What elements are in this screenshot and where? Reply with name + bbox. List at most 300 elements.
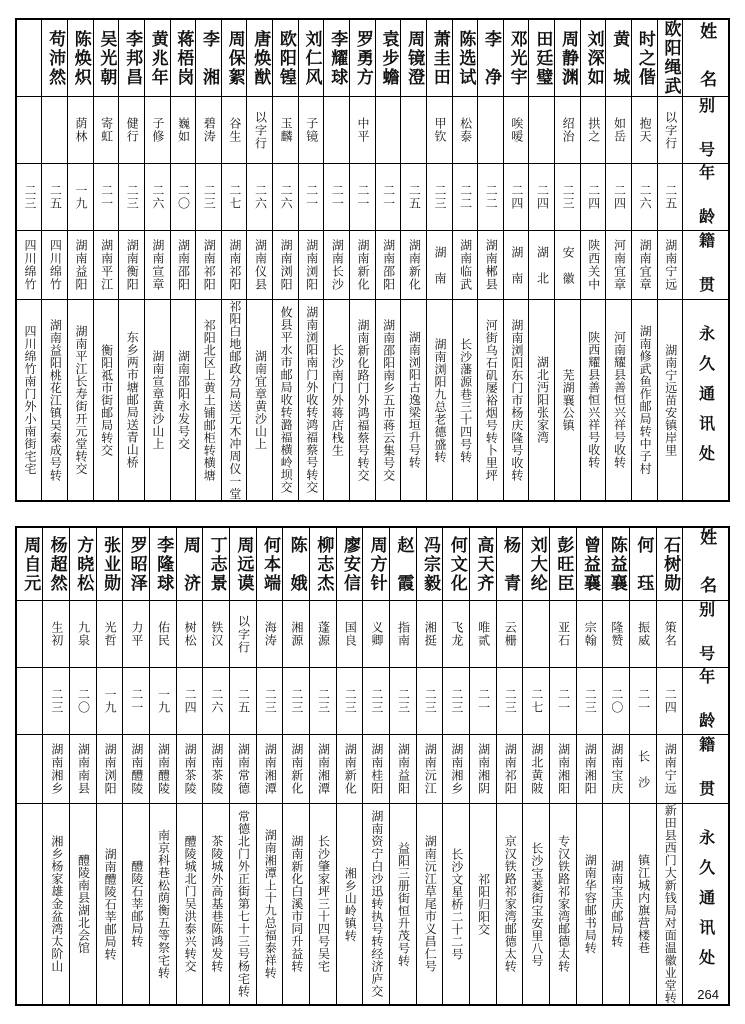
- cell-origin: [426, 231, 452, 300]
- cell-alias: [470, 601, 497, 668]
- cell-text: 湖南祁阳: [503, 743, 518, 795]
- cell-text: 李隆球: [153, 535, 174, 593]
- cell-text: 彭旺臣: [553, 535, 574, 593]
- cell-text: 湖南邵阳永发号交: [176, 350, 191, 450]
- cell-name: [123, 527, 150, 601]
- cell-origin: [363, 735, 390, 804]
- cell-origin: [43, 735, 70, 804]
- cell-alias: [43, 601, 70, 668]
- cell-age: [496, 668, 523, 735]
- cell-age: [550, 668, 577, 735]
- cell-text: 安 徽: [561, 245, 576, 285]
- cell-text: 萧圭田: [429, 29, 450, 87]
- cell-text: 湖南临武: [458, 239, 473, 291]
- cell-age: [529, 164, 555, 231]
- cell-text: 长沙肇家坪三十四号吴宅: [316, 835, 331, 973]
- cell-text: 湖南平江: [99, 239, 114, 291]
- cell-text: 湖南湘潭: [263, 743, 278, 795]
- cell-alias: [580, 97, 606, 164]
- cell-age: [203, 668, 230, 735]
- cell-text: 李耀球: [327, 29, 348, 87]
- cell-age: [43, 668, 70, 735]
- cell-origin: [170, 231, 196, 300]
- cell-text: 蓬源: [316, 621, 331, 647]
- cell-text: 二四: [663, 688, 678, 714]
- cell-age: [324, 164, 350, 231]
- cell-origin: [256, 735, 283, 804]
- cell-text: 四川绵竹: [22, 239, 37, 291]
- cell-age: [555, 164, 581, 231]
- cell-name: [503, 19, 529, 97]
- cell-age: [16, 668, 43, 735]
- cell-name: [529, 19, 555, 97]
- cell-text: 刘大纶: [526, 535, 547, 593]
- cell-origin: [416, 735, 443, 804]
- cell-alias: [16, 601, 43, 668]
- cell-address: [170, 300, 196, 502]
- cell-alias: [363, 601, 390, 668]
- cell-text: 二三: [202, 184, 217, 210]
- cell-age: [580, 164, 606, 231]
- cell-text: 吴光朝: [96, 29, 117, 87]
- cell-text: 陕西关中: [586, 239, 601, 291]
- cell-text: 河南宜章: [612, 239, 627, 291]
- cell-origin: [324, 231, 350, 300]
- cell-text: 二一: [304, 184, 319, 210]
- cell-address: [401, 300, 427, 502]
- cell-text: 二一: [556, 688, 571, 714]
- cell-alias: [443, 601, 470, 668]
- cell-text: 长沙藩源巷三十四号转: [458, 337, 473, 463]
- cell-text: 湖南南县: [76, 743, 91, 795]
- cell-alias: [390, 601, 417, 668]
- cell-origin: [390, 735, 417, 804]
- cell-age: [443, 668, 470, 735]
- cell-age: [221, 164, 247, 231]
- cell-text: 谷生: [227, 117, 242, 143]
- cell-address: [375, 300, 401, 502]
- cell-text: 如岳: [612, 117, 627, 143]
- cell-text: 生初: [49, 621, 64, 647]
- cell-address: [416, 804, 443, 1006]
- cell-text: 益阳三册街恒升茂号转: [396, 841, 411, 967]
- cell-text: 湖南益阳: [73, 239, 88, 291]
- header-origin: [683, 735, 729, 804]
- roster-row-origin: [16, 231, 729, 300]
- cell-alias: [496, 601, 523, 668]
- cell-age: [478, 164, 504, 231]
- cell-text: 湖南新化: [343, 743, 358, 795]
- cell-address: [43, 804, 70, 1006]
- cell-text: 湖南祁阳: [227, 239, 242, 291]
- cell-text: 湖南桂阳: [369, 743, 384, 795]
- cell-text: 南京科巷松荫衡五等祭宅转: [156, 829, 171, 979]
- roster-row-age: [16, 164, 729, 231]
- cell-address: [632, 300, 658, 502]
- cell-alias: [603, 601, 630, 668]
- cell-text: 邓光宇: [506, 29, 527, 87]
- cell-origin: [336, 735, 363, 804]
- cell-text: 二四: [183, 688, 198, 714]
- cell-address: [69, 804, 96, 1006]
- cell-origin: [298, 231, 324, 300]
- cell-text: 湖南邵阳南乡五市蒋云集号交: [381, 318, 396, 482]
- roster-row-alias: [16, 97, 729, 164]
- cell-text: 湖南湘潭: [316, 743, 331, 795]
- cell-text: 周方针: [366, 535, 387, 593]
- cell-text: 湘挺: [423, 621, 438, 647]
- cell-text: 李 湘: [198, 29, 219, 87]
- cell-text: 湖南浏阳南门外收转鸿福蔡号转交: [304, 306, 319, 494]
- cell-text: 湖南浏阳: [103, 743, 118, 795]
- cell-text: 攸县平水市邮局收转潞福横岭坝交: [279, 306, 294, 494]
- cell-text: 湖南平江长寿街开元堂转交: [73, 325, 88, 475]
- cell-age: [170, 164, 196, 231]
- cell-address: [247, 300, 273, 502]
- cell-name: [416, 527, 443, 601]
- cell-text: 湖南长沙: [330, 239, 345, 291]
- cell-address: [478, 300, 504, 502]
- cell-text: 湖 南: [509, 245, 524, 285]
- cell-name: [43, 527, 70, 601]
- roster-row-origin: [16, 735, 729, 804]
- cell-text: 长沙宝菱街宝安里八号: [529, 841, 544, 967]
- cell-age: [149, 668, 176, 735]
- cell-address: [503, 300, 529, 502]
- cell-alias: [401, 97, 427, 164]
- cell-text: 祁阳归阳交: [476, 872, 491, 936]
- cell-name: [363, 527, 390, 601]
- cell-text: 醴陵南县湖北会馆: [76, 854, 91, 954]
- cell-age: [69, 668, 96, 735]
- cell-address: [144, 300, 170, 502]
- cell-text: 湖南浏阳: [304, 239, 319, 291]
- cell-text: 二三: [316, 688, 331, 714]
- cell-age: [309, 668, 336, 735]
- cell-text: 柳志杰: [313, 535, 334, 593]
- cell-text: 二四: [586, 184, 601, 210]
- cell-text: 唉嗳: [509, 117, 524, 143]
- cell-text: 唐焕猷: [250, 29, 271, 87]
- cell-address: [350, 300, 376, 502]
- cell-origin: [443, 735, 470, 804]
- cell-origin: [119, 231, 145, 300]
- table-separator: [14, 502, 731, 526]
- cell-address: [580, 300, 606, 502]
- cell-text: 二三: [343, 688, 358, 714]
- cell-text: 二三: [583, 688, 598, 714]
- cell-text: 李邦昌: [122, 29, 143, 87]
- cell-name: [149, 527, 176, 601]
- cell-text: 一九: [73, 184, 88, 210]
- cell-text: 二一: [99, 184, 114, 210]
- cell-age: [42, 164, 68, 231]
- cell-origin: [350, 231, 376, 300]
- cell-text: 黄 城: [609, 29, 630, 87]
- cell-alias: [273, 97, 299, 164]
- cell-name: [67, 19, 93, 97]
- cell-origin: [555, 231, 581, 300]
- cell-origin: [221, 231, 247, 300]
- cell-name: [576, 527, 603, 601]
- cell-text: 湖南湘阳: [556, 743, 571, 795]
- cell-text: 陈焕炽: [70, 29, 91, 87]
- cell-alias: [375, 97, 401, 164]
- cell-text: 河南耀县善恒兴祥号收转: [612, 331, 627, 469]
- cell-text: 二六: [209, 688, 224, 714]
- cell-age: [503, 164, 529, 231]
- cell-address: [443, 804, 470, 1006]
- cell-text: 策名: [663, 621, 678, 647]
- cell-text: 湖南新化路门外鸿福蔡号转交: [356, 318, 371, 482]
- cell-age: [93, 164, 119, 231]
- cell-text: 何 珏: [633, 535, 654, 593]
- cell-text: 湖南浏阳九总老德盛转: [432, 337, 447, 463]
- cell-text: 湖南浏阳东门市杨庆隆号收转: [509, 318, 524, 482]
- cell-text: 何文化: [446, 535, 467, 593]
- cell-text: 湖南资宁白沙迅转执号转经济庐交: [369, 810, 384, 998]
- cell-alias: [478, 97, 504, 164]
- cell-origin: [309, 735, 336, 804]
- cell-address: [149, 804, 176, 1006]
- cell-text: 苟沛然: [45, 29, 66, 87]
- cell-alias: [149, 601, 176, 668]
- cell-age: [196, 164, 222, 231]
- header-address: [683, 300, 729, 502]
- cell-origin: [203, 735, 230, 804]
- cell-text: 二三: [503, 688, 518, 714]
- cell-address: [273, 300, 299, 502]
- cell-address: [221, 300, 247, 502]
- cell-origin: [123, 735, 150, 804]
- cell-text: 湖南邵阳: [176, 239, 191, 291]
- cell-age: [452, 164, 478, 231]
- cell-alias: [229, 601, 256, 668]
- header-text: 籍 贯: [696, 232, 716, 298]
- cell-address: [176, 804, 203, 1006]
- cell-text: 湖南常德: [236, 743, 251, 795]
- header-text: 姓 名: [696, 528, 717, 600]
- cell-address: [42, 300, 68, 502]
- cell-alias: [606, 97, 632, 164]
- cell-age: [470, 668, 497, 735]
- cell-origin: [69, 735, 96, 804]
- cell-alias: [170, 97, 196, 164]
- cell-text: 甲钦: [432, 117, 447, 143]
- cell-text: 袁步蟾: [378, 29, 399, 87]
- cell-text: 湖南修武鱼作邮局转中子村: [638, 325, 653, 475]
- cell-text: 蒋梧岗: [173, 29, 194, 87]
- cell-origin: [229, 735, 256, 804]
- cell-text: 湖南衡阳: [125, 239, 140, 291]
- cell-age: [401, 164, 427, 231]
- cell-text: 二三: [22, 184, 37, 210]
- cell-text: 海涛: [263, 621, 278, 647]
- cell-text: 二〇: [76, 688, 91, 714]
- cell-address: [603, 804, 630, 1006]
- cell-text: 周自元: [20, 535, 41, 593]
- cell-text: 刘深如: [583, 29, 604, 87]
- cell-name: [555, 19, 581, 97]
- cell-text: 欧阳锽: [275, 29, 296, 87]
- cell-name: [375, 19, 401, 97]
- cell-alias: [324, 97, 350, 164]
- cell-origin: [606, 231, 632, 300]
- cell-alias: [283, 601, 310, 668]
- cell-text: 高天齐: [473, 535, 494, 593]
- cell-address: [576, 804, 603, 1006]
- cell-text: 二三: [423, 688, 438, 714]
- cell-text: 田廷璧: [532, 29, 553, 87]
- cell-name: [580, 19, 606, 97]
- cell-alias: [298, 97, 324, 164]
- cell-text: 二六: [279, 184, 294, 210]
- cell-name: [324, 19, 350, 97]
- cell-text: 二五: [407, 184, 422, 210]
- cell-address: [229, 804, 256, 1006]
- cell-address: [96, 804, 123, 1006]
- cell-alias: [203, 601, 230, 668]
- cell-text: 冯宗毅: [420, 535, 441, 593]
- cell-text: 何本端: [259, 535, 280, 593]
- cell-origin: [401, 231, 427, 300]
- cell-text: 二六: [253, 184, 268, 210]
- cell-origin: [478, 231, 504, 300]
- cell-text: 茶陵城外高基巷陈鸿发转: [209, 835, 224, 973]
- cell-text: 二五: [663, 184, 678, 210]
- cell-text: 国良: [343, 621, 358, 647]
- cell-text: 二〇: [609, 688, 624, 714]
- cell-age: [657, 164, 683, 231]
- cell-text: 长 沙: [636, 749, 651, 789]
- cell-text: 二四: [612, 184, 627, 210]
- cell-text: 杨超然: [46, 535, 67, 593]
- cell-alias: [309, 601, 336, 668]
- cell-age: [229, 668, 256, 735]
- cell-text: 二三: [449, 688, 464, 714]
- cell-address: [363, 804, 390, 1006]
- cell-text: 湖南湘潭上十九总福泰祥转: [263, 829, 278, 979]
- cell-age: [416, 668, 443, 735]
- cell-alias: [632, 97, 658, 164]
- cell-origin: [42, 231, 68, 300]
- cell-text: 抱天: [638, 117, 653, 143]
- cell-text: 湖南沅江草尾市义昌仁号: [423, 835, 438, 973]
- cell-name: [119, 19, 145, 97]
- cell-text: 长沙南门外蒋店栈生: [330, 343, 345, 457]
- cell-address: [470, 804, 497, 1006]
- cell-age: [144, 164, 170, 231]
- cell-alias: [96, 601, 123, 668]
- cell-alias: [656, 601, 683, 668]
- cell-text: 碧涛: [202, 117, 217, 143]
- cell-text: 刘仁风: [301, 29, 322, 87]
- cell-text: 罗勇方: [352, 29, 373, 87]
- cell-text: 二〇: [176, 184, 191, 210]
- cell-text: 湖南浏阳古逸梁垣升号转: [407, 331, 422, 469]
- cell-origin: [247, 231, 273, 300]
- cell-age: [283, 668, 310, 735]
- roster-table-bottom: [15, 526, 730, 1006]
- cell-text: 四川绵竹南门外小南街宅宅: [22, 325, 37, 475]
- cell-text: 周 济: [179, 535, 200, 593]
- cell-text: 祁阳北区上黄土铺邮柜转横塘: [202, 318, 217, 482]
- cell-text: 二三: [561, 184, 576, 210]
- cell-text: 京汉铁路祁家湾邮德太转: [503, 835, 518, 973]
- cell-text: 石树勋: [660, 535, 681, 593]
- cell-text: 荫林: [73, 117, 88, 143]
- cell-text: 廖安信: [340, 535, 360, 593]
- cell-alias: [523, 601, 550, 668]
- cell-text: 一九: [103, 688, 118, 714]
- cell-age: [336, 668, 363, 735]
- cell-text: 湖南益阳桃花江镇吴泰成号转: [48, 318, 63, 482]
- header-text: 永久通讯处: [696, 325, 716, 475]
- cell-text: 湖南祁阳: [202, 239, 217, 291]
- cell-name: [176, 527, 203, 601]
- cell-alias: [452, 97, 478, 164]
- cell-alias: [555, 97, 581, 164]
- cell-text: 振威: [636, 621, 651, 647]
- cell-text: 湖南沅江: [423, 743, 438, 795]
- cell-text: 湖南宁远: [663, 743, 678, 795]
- cell-text: 健行: [125, 117, 140, 143]
- cell-text: 二一: [356, 184, 371, 210]
- cell-alias: [69, 601, 96, 668]
- cell-address: [529, 300, 555, 502]
- cell-origin: [632, 231, 658, 300]
- cell-name: [203, 527, 230, 601]
- cell-text: 二四: [535, 184, 550, 210]
- cell-address: [630, 804, 657, 1006]
- cell-address: [16, 804, 43, 1006]
- cell-origin: [375, 231, 401, 300]
- header-text: 年 龄: [696, 668, 716, 734]
- header-text: 永久通讯处: [696, 829, 716, 979]
- cell-name: [656, 527, 683, 601]
- cell-age: [176, 668, 203, 735]
- cell-name: [16, 527, 43, 601]
- cell-text: 以字行: [236, 614, 251, 654]
- cell-alias: [196, 97, 222, 164]
- cell-text: 义卿: [369, 621, 384, 647]
- cell-text: 湖 南: [432, 245, 447, 285]
- cell-name: [256, 527, 283, 601]
- cell-text: 二二: [484, 184, 499, 210]
- cell-name: [606, 19, 632, 97]
- cell-origin: [630, 735, 657, 804]
- cell-text: 周远谟: [233, 535, 254, 593]
- header-alias: [683, 97, 729, 164]
- cell-text: 湖南新化白溪市同升益转: [289, 835, 304, 973]
- cell-text: 巍如: [176, 117, 191, 143]
- cell-text: 二四: [509, 184, 524, 210]
- cell-text: 湖南仪县: [253, 239, 268, 291]
- cell-alias: [503, 97, 529, 164]
- cell-text: 赵 霞: [393, 535, 414, 593]
- cell-origin: [550, 735, 577, 804]
- cell-text: 新田县西门大新钱局对面温徽业堂转: [663, 804, 678, 1004]
- cell-origin: [503, 231, 529, 300]
- cell-text: 方晓松: [73, 535, 94, 593]
- cell-address: [496, 804, 523, 1006]
- cell-text: 二六: [150, 184, 165, 210]
- cell-text: 中平: [356, 117, 371, 143]
- cell-text: 湖 北: [535, 245, 550, 285]
- cell-text: 湖南华容邮书局转: [583, 854, 598, 954]
- cell-text: 丁志景: [206, 535, 227, 593]
- cell-age: [96, 668, 123, 735]
